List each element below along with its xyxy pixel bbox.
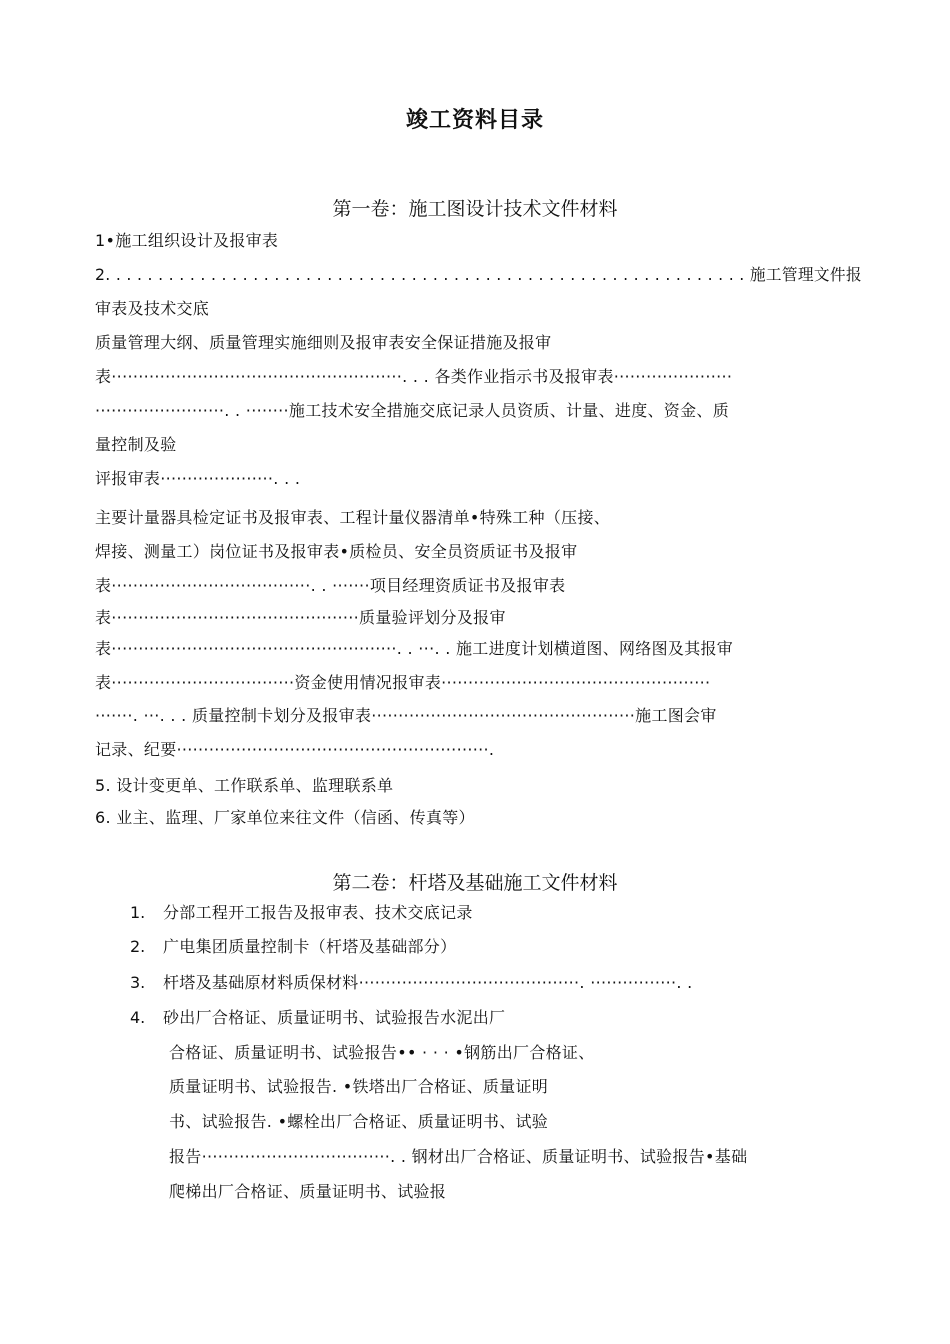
volume-1-line: 评报审表·····················. . . [95,469,301,488]
volume-1-line: 记录、纪要··························································. [95,740,495,759]
list-item-continuation: 爬梯出厂合格证、质量证明书、试验报 [169,1182,447,1201]
document-title: 竣工资料目录 [405,108,544,133]
list-item-number: 3. [130,973,146,992]
volume-1-line: ························. . ········施工技术安全措施交底记录人员资质、计量、进度、资金、质 [95,401,729,420]
volume-2-title: 第二卷：杆塔及基础施工文件材料 [332,872,618,894]
list-item-number: 2. [130,937,146,956]
volume-1-line: 量控制及验 [95,435,177,454]
list-item-number: 4. [130,1008,146,1027]
volume-1-line: 表·····················································. . ···. . 施工进度计划横道图、网络图及其报审 [95,639,734,658]
volume-1-line: 质量管理大纲、质量管理实施细则及报审表安全保证措施及报审 [95,333,552,352]
volume-1-line: 焊接、测量工）岗位证书及报审表•质检员、安全员资质证书及报审 [95,542,578,561]
list-item-continuation: 质量证明书、试验报告. •铁塔出厂合格证、质量证明 [169,1077,549,1096]
list-item-continuation: 报告···································. . 钢材出厂合格证、质量证明书、试验报告•基础 [169,1147,748,1166]
volume-1-line: 6. 业主、监理、厂家单位来往文件（信函、传真等） [95,808,475,827]
volume-1-line: 2. . . . . . . . . . . . . . . . . . . . . . . . . . . . . . . . . . . . . . . . . . . . . . . . . . . . . . . . . . . . . 施工管理文件报 [95,265,862,284]
volume-1-line: 审表及技术交底 [95,299,210,318]
list-item-text: 砂出厂合格证、质量证明书、试验报告水泥出厂 [163,1008,506,1027]
volume-1-line: 5. 设计变更单、工作联系单、监理联系单 [95,776,394,795]
list-item-continuation: 书、试验报告. •螺栓出厂合格证、质量证明书、试验 [169,1112,549,1131]
volume-1-line: 表··············································质量验评划分及报审 [95,608,506,627]
list-item-number: 1. [130,903,146,922]
list-item-text: 广电集团质量控制卡（杆塔及基础部分） [163,937,457,956]
volume-1-line: 表··································资金使用情况报审表·················································· [95,673,711,692]
list-item-text: 分部工程开工报告及报审表、技术交底记录 [163,903,473,922]
volume-1-title: 第一卷：施工图设计技术文件材料 [332,198,618,220]
volume-1-line: ·······. ···. . . 质量控制卡划分及报审表·················································施工图会审 [95,706,717,725]
list-item-text: 杆塔及基础原材料质保材料·········································. ················. . [163,973,693,992]
volume-1-line: 表·····································. . ·······项目经理资质证书及报审表 [95,576,566,595]
volume-1-line: 主要计量器具检定证书及报审表、工程计量仪器清单•特殊工种（压接、 [95,508,611,527]
volume-1-line: 1•施工组织设计及报审表 [95,231,279,250]
list-item-continuation: 合格证、质量证明书、试验报告•• · · · •钢筋出厂合格证、 [169,1043,595,1062]
volume-1-line: 表······················································. . . 各类作业指示书及报审表······················ [95,367,733,386]
